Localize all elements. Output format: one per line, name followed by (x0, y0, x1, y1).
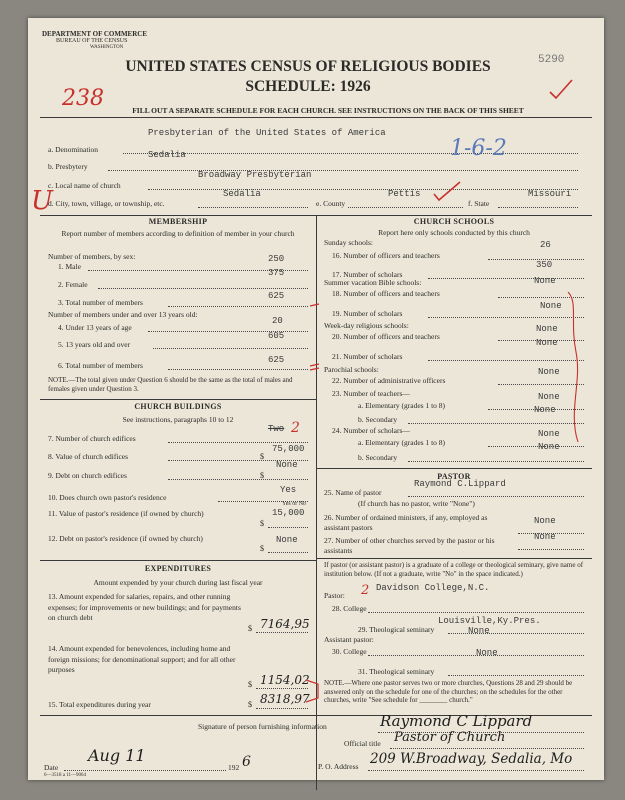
summer-label: Summer vacation Bible schools: (324, 278, 422, 287)
schedule-title: SCHEDULE: 1926 (245, 78, 371, 95)
sunday-label: Sunday schools: (324, 238, 373, 247)
local-name-line (148, 189, 578, 190)
q2-value: 375 (268, 268, 285, 278)
q12-value: None (276, 535, 298, 545)
q19-line (428, 317, 584, 318)
q30-line (368, 655, 584, 656)
state-line (498, 207, 578, 208)
membership-note: NOTE.—The total given under Question 6 should be the same as the total of males and females given under Question 3. (48, 376, 293, 393)
q7-line (168, 442, 308, 443)
denomination-line (123, 153, 578, 154)
q21-label: 21. Number of scholars (332, 352, 403, 361)
parochial-label: Parochial schools: (324, 365, 379, 374)
q7-struck-value: Two (268, 424, 285, 434)
q31-label: 31. Theological seminary (358, 667, 435, 676)
presbytery-value: Sedalia (148, 150, 186, 160)
q14-label: 14. Amount expended for benevolences, including home and foreign missions; for denominational support; and for all other purposes (48, 644, 236, 674)
red-handwritten-number: 238 (62, 86, 104, 111)
header-rule (40, 117, 592, 118)
bureau-line: BUREAU OF THE CENSUS (56, 38, 128, 44)
q16-value: 26 (540, 240, 551, 250)
dept-line: DEPARTMENT OF COMMERCE (42, 30, 148, 38)
q19-value: None (540, 301, 562, 311)
year-digit: 6 (242, 754, 251, 770)
q28-line (368, 612, 584, 613)
presbytery-label: b. Presbytery (48, 162, 88, 171)
schools-heading: CHURCH SCHOOLS (413, 217, 495, 226)
red-bracket-expenditures (304, 678, 320, 704)
q25-label: 25. Name of pastor (324, 488, 382, 497)
official-title-label: Official title (344, 739, 381, 748)
q24a-value: None (538, 429, 560, 439)
q24b-line (408, 461, 584, 462)
county-label: e. County (316, 199, 346, 208)
city-line (198, 207, 308, 208)
assistant-label: Assistant pastor: (324, 635, 374, 644)
q3-label: 3. Total number of members (58, 298, 143, 307)
q14-line (256, 688, 308, 689)
red-u-mark: U (31, 186, 53, 216)
q15-value: 8318,97 (260, 692, 310, 706)
stamp-number: 5290 (538, 54, 565, 66)
q30-value: None (476, 648, 498, 658)
q23a-label: a. Elementary (grades 1 to 8) (358, 401, 446, 410)
pastor-heading: PASTOR (437, 472, 471, 481)
q30-label: 30. College (332, 647, 367, 656)
q5-value: 605 (268, 331, 285, 341)
membership-intro: Report number of members according to definition of member in your church (61, 229, 295, 238)
schools-bottom-rule (316, 468, 592, 469)
q5-line (153, 348, 308, 349)
q6-line (168, 369, 308, 370)
denomination-value: Presbyterian of the United States of America (148, 128, 386, 138)
form-title: UNITED STATES CENSUS OF RELIGIOUS BODIES (125, 58, 491, 75)
county-value: Pettis (388, 189, 421, 199)
state-value: Missouri (528, 189, 572, 199)
expenditures-intro: Amount expended by your church during last fiscal year (93, 578, 263, 587)
q1-label: 1. Male (58, 262, 81, 271)
po-label: P. O. Address (318, 762, 359, 771)
q22-value: None (538, 367, 560, 377)
q21-value: None (536, 338, 558, 348)
q25-value: Raymond C.Lippard (414, 479, 506, 489)
q15-line (256, 708, 308, 709)
q3-line (168, 306, 308, 307)
pastor-label: Pastor: (324, 591, 345, 600)
pastor-mid-rule (316, 558, 592, 559)
q5-label: 5. 13 years old and over (58, 340, 131, 349)
schools-intro: Report here only schools conducted by this church (378, 228, 530, 237)
city-line: WASHINGTON (90, 45, 124, 50)
q9-label: 9. Debt on church edifices (48, 471, 127, 480)
instruction-banner: FILL OUT A SEPARATE SCHEDULE FOR EACH CHURCH. SEE INSTRUCTIONS ON THE BACK OF THIS SHEET (132, 106, 524, 115)
po-address: 209 W.Broadway, Sedalia, Mo (370, 751, 573, 767)
presbytery-line (108, 170, 578, 171)
blue-handwritten-code: 1-6-2 (450, 136, 507, 161)
q16-label: 16. Number of officers and teachers (332, 251, 440, 260)
q24-label: 24. Number of scholars— (332, 426, 410, 435)
date-label: Date (44, 763, 59, 772)
q27-line (518, 549, 584, 550)
q8-value: 75,000 (272, 444, 305, 454)
q26-label: 26. Number of ordained ministers, if any, employed as assistant pastors (324, 513, 488, 532)
buildings-instr: See instructions, paragraphs 10 to 12 (122, 415, 234, 424)
red-check-column-schools (564, 262, 586, 462)
q26-value: None (534, 516, 556, 526)
q23b-line (408, 423, 584, 424)
q25-note: (If church has no pastor, write "None") (358, 499, 475, 508)
q29-label: 29. Theological seminary (358, 625, 435, 634)
q27-value: None (534, 532, 556, 542)
census-schedule-sheet (28, 18, 604, 780)
q23b-value: None (534, 405, 556, 415)
q13-label: 13. Amount expended for salaries, repairs, and other running expenses; for improvements or new buildings; and for payments on church debt (48, 592, 241, 622)
q18-label: 18. Number of officers and teachers (332, 289, 440, 298)
print-code: 6—3518 a 11—9064 (44, 773, 87, 778)
q8-label: 8. Value of church edifices (48, 452, 129, 461)
q13-value: 7164,95 (260, 617, 310, 631)
q13-dollar: $ (248, 624, 252, 633)
q3-value: 625 (268, 291, 285, 301)
signature-label: Signature of person furnishing information (198, 722, 327, 731)
membership-bottom-rule (40, 399, 316, 400)
q14-dollar: $ (248, 680, 252, 689)
q12-dollar: $ (260, 544, 264, 553)
q2-label: 2. Female (58, 280, 88, 289)
county-line (348, 207, 463, 208)
q29-value: Louisville,Ky.Pres. (438, 616, 541, 626)
local-name-label: c. Local name of church (48, 181, 121, 190)
weekday-label: Week-day religious schools: (324, 321, 409, 330)
q23-label: 23. Number of teachers— (332, 389, 410, 398)
q10-value: Yes (280, 485, 297, 495)
q20-value: None (536, 324, 558, 334)
year-prefix: 192 (228, 763, 240, 772)
q21-line (428, 360, 584, 361)
q24a-label: a. Elementary (grades 1 to 8) (358, 438, 446, 447)
q18-value: None (534, 276, 556, 286)
state-label: f. State (468, 199, 490, 208)
signature: Raymond C Lippard (380, 712, 533, 730)
q20-label: 20. Number of officers and teachers (332, 332, 440, 341)
q25-line (408, 496, 584, 497)
denomination-label: a. Denomination (48, 145, 98, 154)
q6-label: 6. Total number of members (58, 361, 143, 370)
q22-label: 22. Number of administrative officers (332, 376, 446, 385)
q28-value: Davidson College,N.C. (376, 583, 490, 593)
q15-label: 15. Total expenditures during year (48, 700, 151, 709)
q4-value: 20 (272, 316, 283, 326)
q27-label: 27. Number of other churches served by the pastor or his assistants (324, 536, 495, 555)
q15-dollar: $ (248, 700, 252, 709)
q4-label: 4. Under 13 years of age (58, 323, 132, 332)
q13-line (256, 632, 308, 633)
buildings-bottom-rule (40, 560, 316, 561)
q9-line (168, 479, 308, 480)
q17-line (428, 278, 584, 279)
membership-heading: MEMBERSHIP (148, 217, 208, 226)
q29-line (448, 633, 584, 634)
red-check-mark (548, 78, 574, 102)
q6-value: 625 (268, 355, 285, 365)
red-tick-marks-membership (308, 300, 322, 380)
date-handwritten: Aug 11 (88, 746, 146, 765)
official-title-line (390, 748, 584, 749)
po-line (368, 770, 584, 771)
by-sex-label: Number of members, by sex: (48, 252, 136, 261)
pastor-note: NOTE.—Where one pastor serves two or more churches, Questions 28 and 29 should be answered only on the schedule for one of the churches; on the schedules for the other churches, write "See schedule for ________ church." (324, 679, 573, 704)
q9-dollar: $ (260, 471, 264, 480)
q8-dollar: $ (260, 452, 264, 461)
over-under-label: Number of members under and over 13 years old: (48, 310, 198, 319)
q9-value: None (276, 460, 298, 470)
local-name-value: Broadway Presbyterian (198, 170, 312, 180)
q7-correction: 2 (291, 420, 300, 436)
city-value: Sedalia (223, 189, 261, 199)
q10-label: 10. Does church own pastor's residence (48, 493, 167, 502)
q1-value: 250 (268, 254, 285, 264)
q23a-value: None (538, 392, 560, 402)
q11-dollar: $ (260, 519, 264, 528)
q17-label: 17. Number of scholars (332, 270, 403, 279)
city-label: d. City, town, village, or township, etc. (48, 199, 165, 208)
q11-yes-no: Yes or No (282, 501, 307, 507)
q28-label: 28. College (332, 604, 367, 613)
buildings-heading: CHURCH BUILDINGS (134, 402, 222, 411)
q29-second-value: None (468, 626, 490, 636)
q12-line (268, 552, 308, 553)
q12-label: 12. Debt on pastor's residence (if owned by church) (48, 534, 203, 543)
official-title: Pastor of Church (394, 730, 506, 745)
q17-value: 350 (536, 260, 553, 270)
q19-label: 19. Number of scholars (332, 309, 403, 318)
red-two-mark: 2 (361, 583, 370, 598)
q24b-label: b. Secondary (358, 453, 398, 462)
red-check-county (432, 180, 462, 202)
q14-value: 1154,02 (260, 673, 310, 687)
q24b-value: None (538, 442, 560, 452)
q31-line (448, 675, 584, 676)
q11-label: 11. Value of pastor's residence (if owned by church) (48, 509, 204, 518)
grad-note: If pastor (or assistant pastor) is a graduate of a college or theological seminary, give name of institution below. (If not a graduate, write "No" in the space indicated.) (324, 561, 584, 578)
q11-value: 15,000 (272, 508, 305, 518)
q7-label: 7. Number of church edifices (48, 434, 136, 443)
q23b-label: b. Secondary (358, 415, 398, 424)
date-line (64, 770, 226, 771)
q11-line (268, 527, 308, 528)
q2-line (98, 288, 308, 289)
expenditures-heading: EXPENDITURES (144, 564, 212, 573)
